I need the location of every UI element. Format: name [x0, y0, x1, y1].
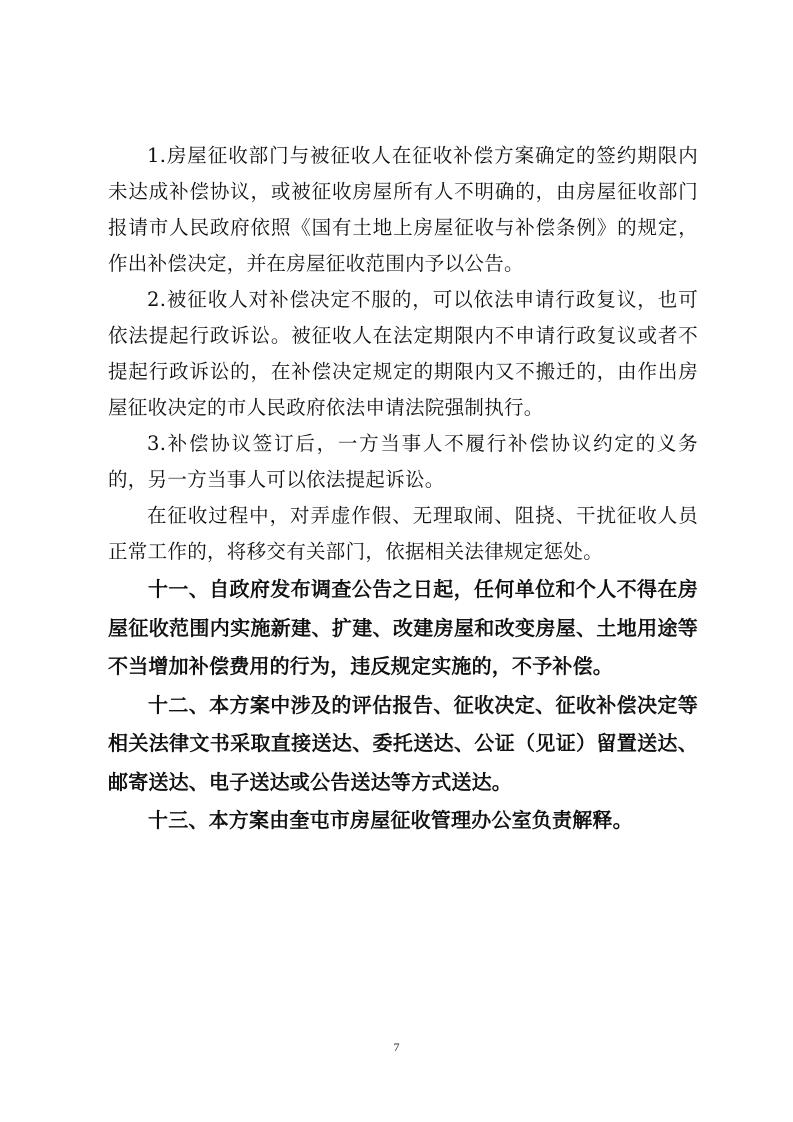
clause-eleven: 十一、自政府发布调查公告之日起，任何单位和个人不得在房屋征收范围内实施新建、扩建、改建房屋和改变房屋、土地用途等不当增加补偿费用的行为，违反规定实施的，不予补偿。 [108, 577, 698, 678]
paragraph-obstruction-penalty: 在征收过程中，对弄虚作假、无理取闹、阻挠、干扰征收人员正常工作的，将移交有关部门，依据相关法律规定惩处。 [108, 504, 698, 563]
paragraph-compensation-decision: 1.房屋征收部门与被征收人在征收补偿方案确定的签约期限内未达成补偿协议，或被征收房屋所有人不明确的，由房屋征收部门报请市人民政府依照《国有土地上房屋征收与补偿条例》的规定，作出补偿决定，并在房屋征收范围内予以公告。 [108, 144, 698, 275]
page-number: 7 [393, 1040, 400, 1054]
clause-thirteen: 十三、本方案由奎屯市房屋征收管理办公室负责解释。 [148, 808, 633, 832]
paragraph-administrative-review: 2.被征收人对补偿决定不服的，可以依法申请行政复议，也可依法提起行政诉讼。被征收人在法定期限内不申请行政复议或者不提起行政诉讼的，在补偿决定规定的期限内又不搬迁的，由作出房屋征收决定的市人民政府依法申请法院强制执行。 [108, 288, 698, 419]
document-body [108, 138, 698, 840]
clause-twelve: 十二、本方案中涉及的评估报告、征收决定、征收补偿决定等相关法律文书采取直接送达、委托送达、公证（见证）留置送达、邮寄送达、电子送达或公告送达等方式送达。 [108, 692, 698, 794]
paragraph-agreement-litigation: 3.补偿协议签订后，一方当事人不履行补偿协议约定的义务的，另一方当事人可以依法提起诉讼。 [108, 432, 698, 491]
